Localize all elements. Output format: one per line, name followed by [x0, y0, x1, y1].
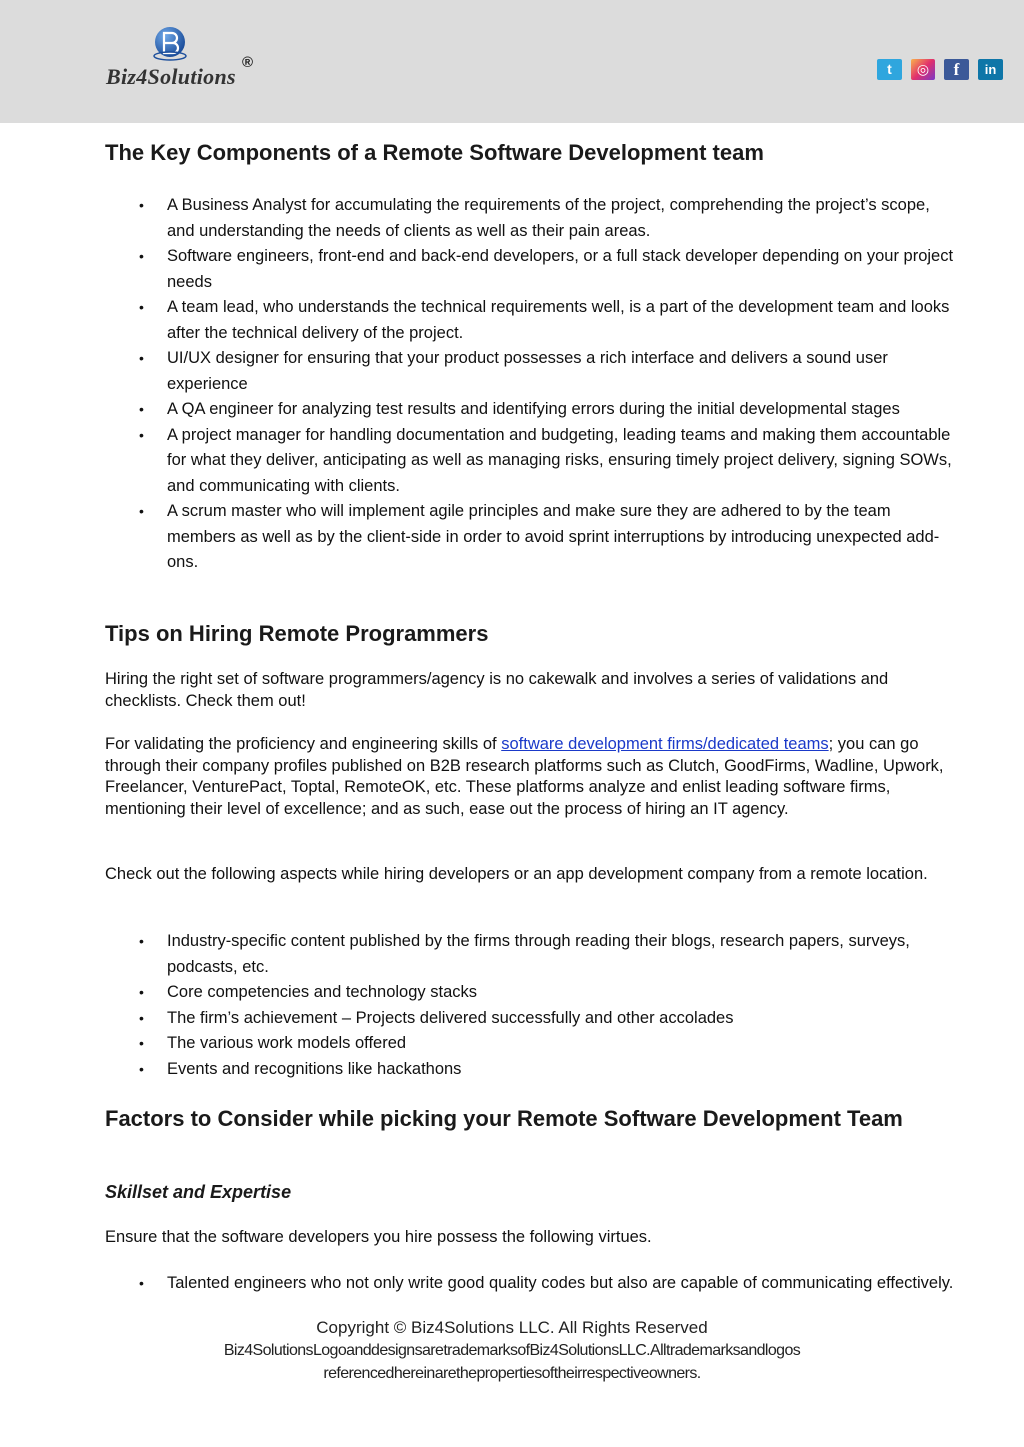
page-header	[0, 0, 1024, 123]
logo-globe-icon	[150, 24, 190, 64]
bullet: •	[139, 984, 144, 1000]
hiring-intro-paragraph: Hiring the right set of software programmers/agency is no cakewalk and involves a series of validations and checklists. Check them out!	[105, 670, 889, 710]
section-title-hiring-tips: Tips on Hiring Remote Programmers	[105, 621, 489, 646]
bullet: •	[139, 350, 144, 366]
bullet: •	[139, 401, 144, 417]
registered-mark: ®	[242, 54, 254, 71]
bullet: •	[139, 1060, 144, 1077]
list-item: • A project manager for handling documentation and budgeting, leading teams and making them accountable for what they deliver, anticipating as well as managing risks, ensuring timely project delivery, signing SOWs, and communicating with clients.	[105, 423, 955, 500]
list-item: • A QA engineer for analyzing test results and identifying errors during the initial developmental stages	[105, 397, 955, 423]
bullet: •	[139, 426, 144, 443]
list-item: • Software engineers, front-end and back-end developers, or a full stack developer depending on your project needs	[105, 244, 955, 295]
section-title-key-components: The Key Components of a Remote Software Development team	[105, 140, 764, 165]
list-item: • A Business Analyst for accumulating the requirements of the project, comprehending the project’s scope, and understanding the needs of clients as well as their pain areas.	[105, 193, 955, 244]
list-item: • UI/UX designer for ensuring that your product possesses a rich interface and delivers a sound user experience	[105, 346, 955, 397]
bullet: •	[139, 933, 144, 949]
skillset-intro-paragraph: Ensure that the software developers you hire possess the following virtues.	[105, 1228, 652, 1246]
footer-copyright: Copyright © Biz4Solutions LLC. All Rights Reserved	[316, 1318, 708, 1337]
hiring-aspects-list	[105, 929, 955, 1082]
list-item: • Core competencies and technology stacks	[105, 980, 955, 1006]
list-item: • A team lead, who understands the technical requirements well, is a part of the development team and looks after the technical delivery of the project.	[105, 295, 955, 346]
bullet: •	[139, 299, 144, 315]
bullet: •	[139, 1035, 144, 1051]
virtues-list	[105, 1271, 955, 1297]
section-title-factors: Factors to Consider while picking your Remote Software Development Team	[105, 1106, 903, 1131]
footer-trademark-line-2: referencedhereinarethepropertiesoftheirrespectiveowners.	[323, 1365, 701, 1382]
list-item: • Events and recognitions like hackathons	[105, 1057, 955, 1083]
bullet: •	[139, 503, 144, 519]
bullet: •	[139, 1275, 144, 1291]
checkout-paragraph: Check out the following aspects while hiring developers or an app development company from a remote location.	[105, 865, 928, 883]
bullet: •	[139, 1009, 144, 1026]
company-logo[interactable]	[104, 24, 274, 94]
bullet: •	[139, 197, 144, 213]
key-components-list	[105, 193, 955, 576]
list-item: • A scrum master who will implement agile principles and make sure they are adhered to by the team members as well as by the client-side in order to avoid sprint interruptions by introducing unexpected add-ons.	[105, 499, 955, 576]
list-item: • The firm’s achievement – Projects delivered successfully and other accolades	[105, 1006, 955, 1032]
logo-text: Biz4Solutions	[106, 64, 236, 89]
subsection-title-skillset: Skillset and Expertise	[105, 1182, 292, 1202]
validating-paragraph: For validating the proficiency and engineering skills of software development firms/dedicated teams; you can go through their company profiles published on B2B research platforms such as Clutch, GoodFirms, Wadline, Upwork, Freelancer, VenturePact, Toptal, RemoteOK, etc. These platforms analyze and enlist leading software firms, mentioning their level of excellence; and as such, ease out the process of hiring an IT agency.	[105, 735, 944, 818]
list-item: • The various work models offered	[105, 1031, 955, 1057]
linkedin-icon[interactable]: in	[978, 59, 1003, 80]
footer-trademark-line-1: Biz4SolutionsLogoanddesignsaretrademarksofBiz4SolutionsLLC.Alltrademarksandlogos	[223, 1342, 801, 1359]
list-item: • Industry-specific content published by the firms through reading their blogs, research papers, surveys, podcasts, etc.	[105, 929, 955, 980]
instagram-icon[interactable]: ◎	[911, 59, 935, 80]
bullet: •	[139, 248, 144, 264]
twitter-icon[interactable]: t	[877, 59, 902, 80]
facebook-icon[interactable]: f	[944, 59, 969, 80]
software-development-firms-link[interactable]: software development firms/dedicated teams	[501, 735, 829, 753]
list-item: • Talented engineers who not only write good quality codes but also are capable of communicating effectively.	[105, 1271, 955, 1297]
